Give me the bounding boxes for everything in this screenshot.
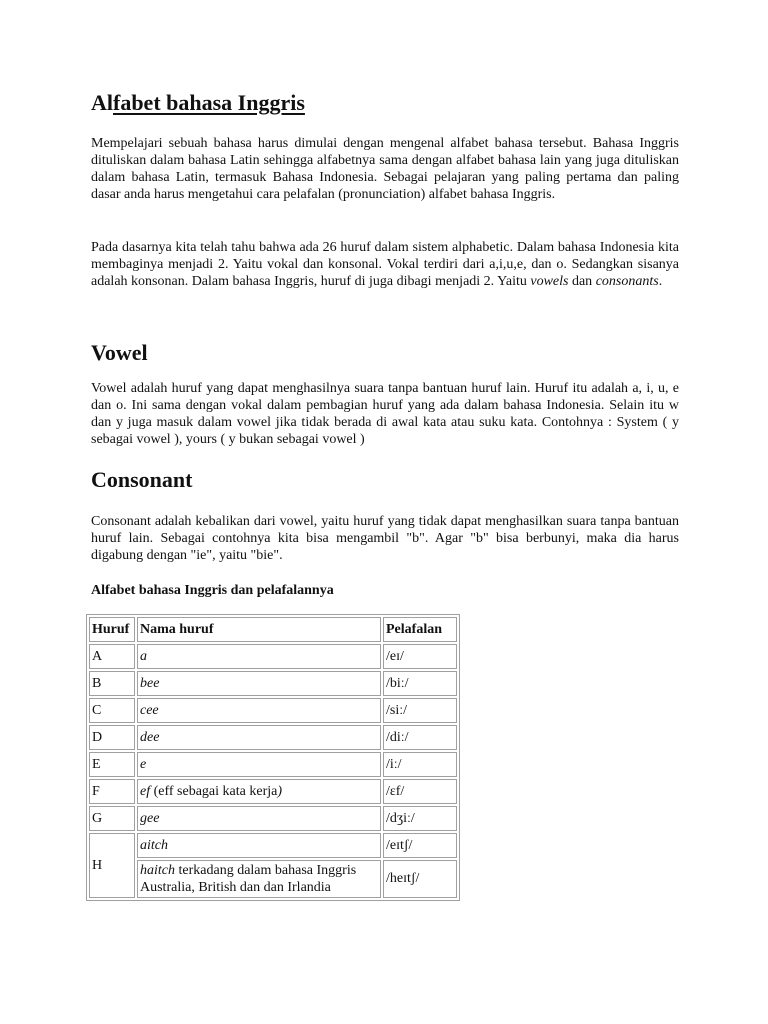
- pronunciation-cell: /biː/: [383, 671, 457, 696]
- table-row: [89, 725, 457, 750]
- intro-paragraph-1: Mempelajari sebuah bahasa harus dimulai dengan mengenal alfabet bahasa tersebut. Bahasa Inggris dituliskan dalam bahasa Latin sehingga alfabetnya sama dengan alfabet bahasa lain yang juga dituliskan dalam bahasa Latin, termasuk Bahasa Indonesia. Sebagai pelajaran yang paling pertama dan paling dasar anda harus mengetahui cara pelafalan (pronunciation) alfabet bahasa Inggris.: [91, 136, 679, 202]
- pronunciation-cell: /diː/: [383, 725, 457, 750]
- name-note-close: ): [277, 783, 283, 799]
- letter-name: aitch: [140, 837, 168, 853]
- letter-cell: C: [89, 698, 135, 723]
- table-row: [89, 860, 457, 898]
- pronunciation-cell: /siː/: [383, 698, 457, 723]
- name-note: (eff sebagai kata kerja: [150, 783, 278, 799]
- pronunciation-cell: /heɪtʃ/: [383, 860, 457, 898]
- letter-name: bee: [140, 675, 160, 691]
- name-cell: [137, 698, 381, 723]
- letter-cell: F: [89, 779, 135, 804]
- pronunciation-cell: /eɪ/: [383, 644, 457, 669]
- page-title: [91, 90, 305, 116]
- letter-cell: E: [89, 752, 135, 777]
- letter-cell: D: [89, 725, 135, 750]
- name-cell: [137, 752, 381, 777]
- period-text: .: [658, 274, 663, 289]
- letter-name: gee: [140, 810, 160, 826]
- intro-paragraph-2: [91, 239, 679, 290]
- table-row: [89, 779, 457, 804]
- pronunciation-cell: /ɛf/: [383, 779, 457, 804]
- table-row: [89, 806, 457, 831]
- name-cell: [137, 725, 381, 750]
- consonants-term: consonants: [595, 274, 659, 289]
- letter-cell: A: [89, 644, 135, 669]
- name-cell: [137, 779, 381, 804]
- pronunciation-cell: /iː/: [383, 752, 457, 777]
- letter-cell: B: [89, 671, 135, 696]
- header-huruf: Huruf: [89, 617, 135, 642]
- title-prefix: Al: [91, 90, 113, 115]
- table-row: [89, 698, 457, 723]
- table-row: [89, 752, 457, 777]
- alphabet-table: [86, 614, 460, 901]
- intro-paragraph-2-text: Pada dasarnya kita telah tahu bahwa ada 26 huruf dalam sistem alphabetic. Dalam bahasa Indonesia kita membaginya menjadi 2. Yaitu vokal dan konsonal. Vokal terdiri dari a,i,u,e, dan o. Sedangkan sisanya adalah konsonan. Dalam bahasa Inggris, huruf di juga dibagi menjadi 2. Yaitu: [91, 240, 679, 289]
- letter-name: ef: [140, 783, 151, 799]
- pronunciation-cell: /eɪtʃ/: [383, 833, 457, 858]
- name-cell: [137, 833, 381, 858]
- vowel-heading: Vowel: [91, 340, 148, 365]
- letter-name: dee: [140, 729, 160, 745]
- title-underlined: fabet bahasa Inggris: [113, 90, 305, 115]
- name-cell: [137, 671, 381, 696]
- vowel-paragraph: Vowel adalah huruf yang dapat menghasilnya suara tanpa bantuan huruf lain. Huruf itu adalah a, i, u, e dan o. Ini sama dengan vokal dalam pembagian huruf yang ada dalam bahasa Indonesia. Selain itu w dan y juga masuk dalam vowel jika tidak berada di awal kata atau suku kata. Contohnya : System ( y sebagai vowel ), yours ( y bukan sebagai vowel ): [91, 381, 679, 447]
- header-pelafalan: Pelafalan: [383, 617, 457, 642]
- header-nama-huruf: Nama huruf: [137, 617, 381, 642]
- name-cell: [137, 860, 381, 898]
- table-row: [89, 644, 457, 669]
- table-row: [89, 833, 457, 858]
- consonant-paragraph: Consonant adalah kebalikan dari vowel, yaitu huruf yang tidak dapat menghasilkan suara tanpa bantuan huruf lain. Sebagai contohnya kita bisa mengambil "b". Agar "b" bisa berbunyi, maka dia harus digabung dengan "ie", yaitu "bie".: [91, 514, 679, 563]
- dan-text: dan: [568, 274, 596, 289]
- letter-cell: H: [89, 833, 135, 898]
- vowels-term: vowels: [530, 274, 569, 289]
- pronunciation-cell: /dʒiː/: [383, 806, 457, 831]
- letter-name: a: [140, 648, 147, 664]
- table-caption: Alfabet bahasa Inggris dan pelafalannya: [91, 583, 334, 598]
- letter-name-alt: haitch: [140, 863, 175, 878]
- table-header-row: [89, 617, 457, 642]
- consonant-heading: Consonant: [91, 467, 193, 492]
- name-cell: [137, 806, 381, 831]
- letter-cell: G: [89, 806, 135, 831]
- letter-name: e: [140, 756, 147, 772]
- name-cell: [137, 644, 381, 669]
- letter-name: cee: [140, 702, 159, 718]
- table-row: [89, 671, 457, 696]
- name-note-alt: terkadang dalam bahasa Inggris Australia, British dan dan Irlandia: [140, 863, 357, 895]
